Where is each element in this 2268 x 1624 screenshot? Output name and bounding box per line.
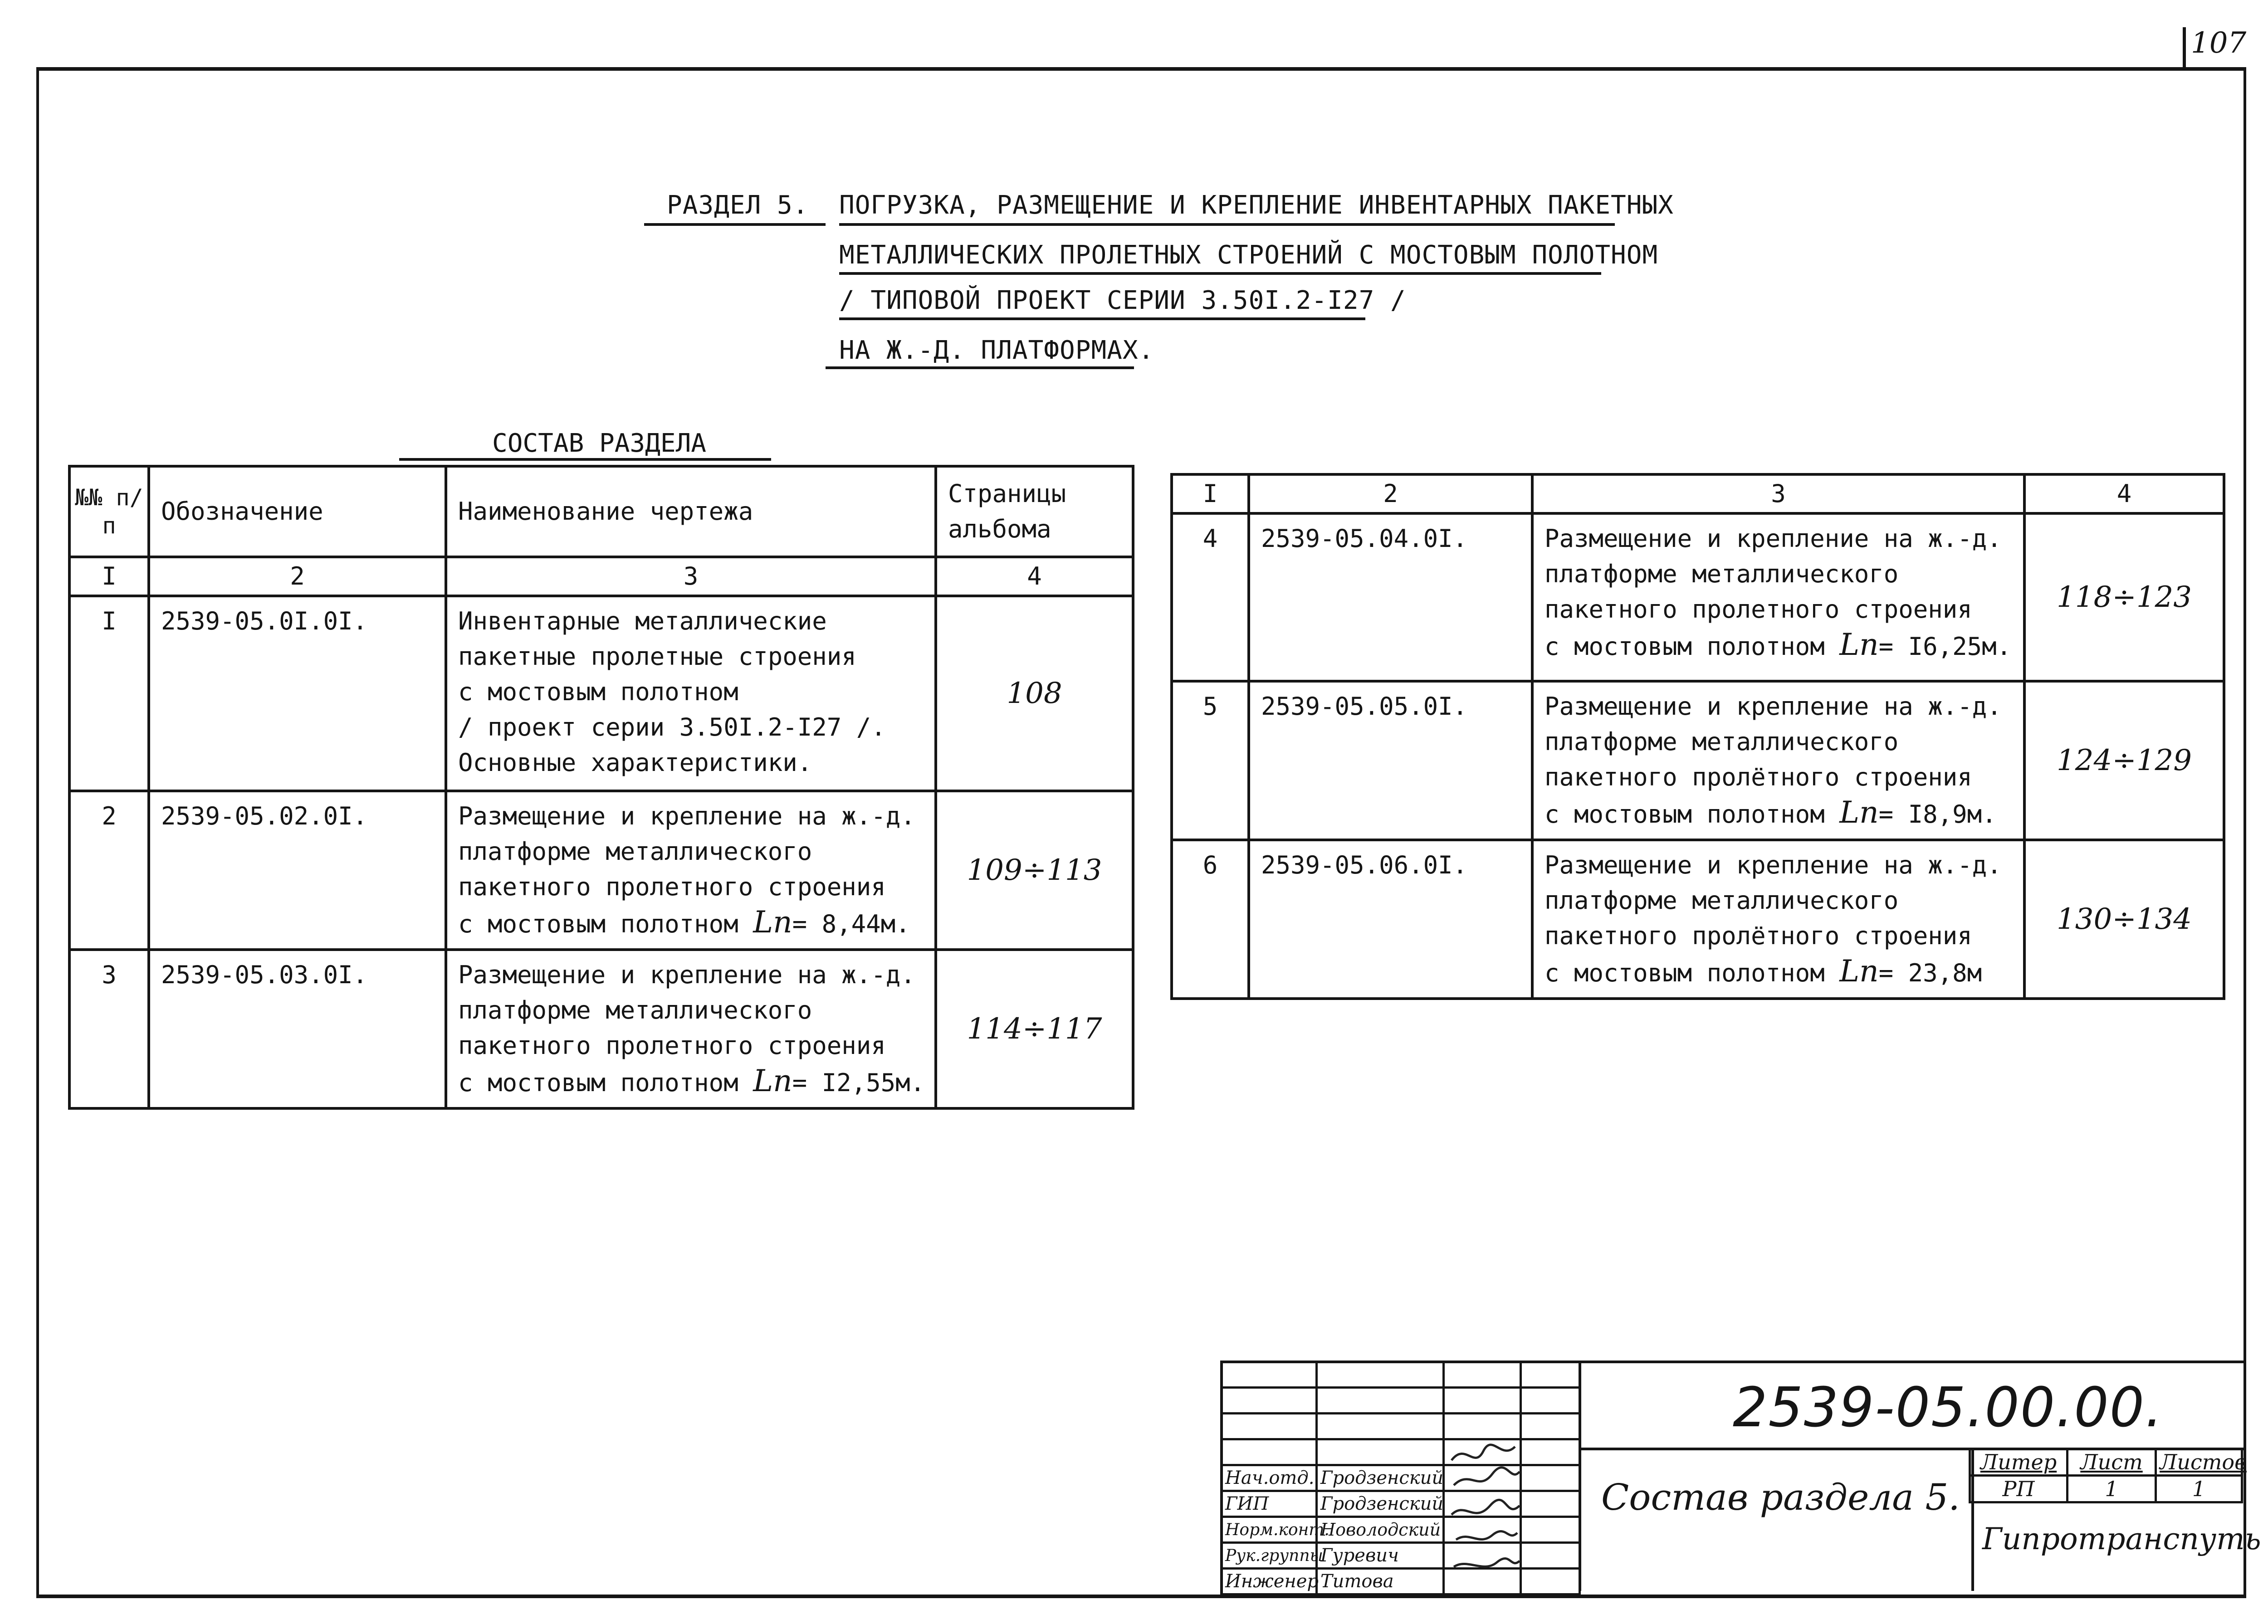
row-number: 3 <box>69 950 149 1108</box>
row-number: 5 <box>1172 681 1249 840</box>
contents-table-right <box>1170 473 2225 1000</box>
name-cell: Гуревич <box>1317 1543 1444 1569</box>
role-cell: Нач.отд. <box>1222 1465 1317 1491</box>
name-line: Размещение и крепление на ж.-д. <box>458 802 915 830</box>
section-label-underline <box>644 223 826 226</box>
index-cell: 2 <box>149 557 446 596</box>
name-line-with-length: с мостовым полотном Lп= I2,55м. <box>458 1063 925 1098</box>
table-header-row <box>69 466 1133 557</box>
table-row <box>69 791 1133 950</box>
row-pages: 118÷123 <box>2024 513 2224 681</box>
name-line: пакетного пролетного строения <box>1545 595 1972 624</box>
row-code: 2539-05.0I.0I. <box>149 596 446 791</box>
table-index-row <box>69 557 1133 596</box>
row-name <box>1532 840 2024 999</box>
document-code: 2539-05.00.00. <box>1733 1376 2164 1439</box>
header-drawing-name: Наименование чертежа <box>446 466 936 557</box>
row-pages: 124÷129 <box>2024 681 2224 840</box>
document-title-cell <box>1579 1448 1974 1591</box>
table-index-row <box>1172 474 2224 513</box>
sheet-value: 1 <box>2068 1476 2156 1502</box>
signatures-graphic <box>1447 1442 1524 1587</box>
table-row <box>1172 681 2224 840</box>
row-code: 2539-05.03.0I. <box>149 950 446 1108</box>
index-cell: 4 <box>2024 474 2224 513</box>
table-row <box>1172 840 2224 999</box>
name-line: пакетного пролетного строения <box>458 873 886 901</box>
section-title-underline-4 <box>826 366 1134 369</box>
length-value: = 8,44м. <box>792 910 910 938</box>
role-cell: ГИП <box>1222 1491 1317 1517</box>
index-cell: I <box>69 557 149 596</box>
name-line: платформе металлического <box>458 996 812 1024</box>
length-symbol: Lп <box>1839 795 1879 830</box>
header-album-pages: Страницы альбома <box>936 466 1133 557</box>
row-name <box>1532 681 2024 840</box>
name-line: пакетного пролетного строения <box>458 1031 886 1060</box>
name-line: пакетного пролётного строения <box>1545 922 1972 950</box>
index-cell: 2 <box>1249 474 1532 513</box>
section-title-line-4: НА Ж.-Д. ПЛАТФОРМАХ. <box>839 336 1154 365</box>
name-line: Основные характеристики. <box>458 748 812 777</box>
name-line: платформе металлического <box>1545 886 1899 915</box>
name-line-with-length: с мостовым полотном Lп= 8,44м. <box>458 905 910 940</box>
row-pages: 109÷113 <box>936 791 1133 950</box>
letter-value: РП <box>1970 1476 2068 1502</box>
date-cell <box>1521 1517 1580 1543</box>
blank-row <box>1222 1362 1580 1388</box>
name-line-with-length: с мостовым полотном Lп= I8,9м. <box>1545 795 1997 830</box>
index-cell: 3 <box>1532 474 2024 513</box>
date-cell <box>1521 1465 1580 1491</box>
row-name <box>446 950 936 1108</box>
name-cell: Гродзенский <box>1317 1465 1444 1491</box>
length-symbol: Lп <box>753 1063 792 1098</box>
index-cell: 4 <box>936 557 1133 596</box>
index-cell: 3 <box>446 557 936 596</box>
name-line-with-length: с мостовым полотном Lп= I6,25м. <box>1545 627 2012 662</box>
date-cell <box>1521 1491 1580 1517</box>
row-number: I <box>69 596 149 791</box>
section-title-underline-1 <box>839 223 1615 226</box>
name-line: с мостовым полотном <box>458 678 738 706</box>
name-cell: Новолодский <box>1317 1517 1444 1543</box>
role-cell: Норм.конт. <box>1222 1517 1317 1543</box>
section-title-line-1: ПОГРУЗКА, РАЗМЕЩЕНИЕ И КРЕПЛЕНИЕ ИНВЕНТАРНЫХ ПАКЕТНЫХ <box>839 190 1674 220</box>
row-number: 2 <box>69 791 149 950</box>
signature-row <box>1222 1569 1580 1595</box>
name-line: платформе металлического <box>1545 727 1899 756</box>
date-cell <box>1521 1543 1580 1569</box>
signature-row <box>1222 1543 1580 1569</box>
table-row <box>1172 513 2224 681</box>
name-line: Размещение и крепление на ж.-д. <box>1545 692 2002 721</box>
row-pages: 108 <box>936 596 1133 791</box>
header-number: №№ п/п <box>69 466 149 557</box>
title-block-roles-grid <box>1220 1361 1581 1595</box>
header-designation: Обозначение <box>149 466 446 557</box>
row-code: 2539-05.05.0I. <box>1249 681 1532 840</box>
signature-row <box>1222 1465 1580 1491</box>
row-code: 2539-05.02.0I. <box>149 791 446 950</box>
name-line: платформе металлического <box>458 837 812 866</box>
section-label: РАЗДЕЛ 5. <box>667 190 809 220</box>
name-line: Размещение и крепление на ж.-д. <box>458 961 915 989</box>
section-contents-subtitle: СОСТАВ РАЗДЕЛА <box>492 429 707 458</box>
row-name <box>1532 513 2024 681</box>
page-number-divider <box>2183 27 2186 68</box>
page-number: 107 <box>2191 26 2247 60</box>
row-name <box>446 791 936 950</box>
length-symbol: Lп <box>1839 627 1879 662</box>
date-cell <box>1521 1569 1580 1595</box>
section-title-line-3: / ТИПОВОЙ ПРОЕКТ СЕРИИ 3.50I.2-I27 / <box>839 286 1406 315</box>
contents-table-left <box>68 465 1134 1110</box>
name-line: пакетного пролётного строения <box>1545 763 1972 791</box>
name-line: Инвентарные металлические <box>458 607 827 635</box>
row-code: 2539-05.06.0I. <box>1249 840 1532 999</box>
length-value: = I6,25м. <box>1878 632 2012 661</box>
name-line-with-length: с мостовым полотном Lп= 23,8м <box>1545 954 1982 989</box>
name-cell: Гродзенский <box>1317 1491 1444 1517</box>
name-line: платформе металлического <box>1545 560 1899 588</box>
section-title-line-2: МЕТАЛЛИЧЕСКИХ ПРОЛЕТНЫХ СТРОЕНИЙ С МОСТОВЫМ ПОЛОТНОМ <box>839 240 1658 270</box>
document-title: Состав раздела 5. <box>1601 1476 1960 1518</box>
row-number: 4 <box>1172 513 1249 681</box>
sheet-info-header-row <box>1970 1449 2242 1476</box>
section-contents-underline <box>399 458 771 461</box>
row-code: 2539-05.04.0I. <box>1249 513 1532 681</box>
sheet-header: Лист <box>2068 1449 2156 1476</box>
length-value: = 23,8м <box>1878 959 1982 987</box>
name-line: Размещение и крепление на ж.-д. <box>1545 524 2002 553</box>
sheet-info-table <box>1969 1448 2247 1503</box>
index-cell: I <box>1172 474 1249 513</box>
blank-row <box>1222 1414 1580 1439</box>
table-row <box>69 596 1133 791</box>
signature-row <box>1222 1517 1580 1543</box>
blank-row <box>1222 1388 1580 1414</box>
section-title-underline-2 <box>839 272 1601 275</box>
name-line: / проект серии 3.50I.2-I27 /. <box>458 713 886 741</box>
name-cell: Титова <box>1317 1569 1444 1595</box>
sheet-info-value-row <box>1970 1476 2242 1502</box>
name-line: Размещение и крепление на ж.-д. <box>1545 851 2002 879</box>
organization-name: Гипротранспуть <box>1982 1522 2261 1556</box>
length-value: = I8,9м. <box>1878 800 1997 829</box>
length-value: = I2,55м. <box>792 1068 925 1097</box>
row-number: 6 <box>1172 840 1249 999</box>
signature-row <box>1222 1491 1580 1517</box>
role-cell: Инженер <box>1222 1569 1317 1595</box>
letter-header: Литер <box>1970 1449 2068 1476</box>
name-line: пакетные пролетные строения <box>458 642 856 671</box>
sheets-value: 1 <box>2156 1476 2242 1502</box>
row-pages: 130÷134 <box>2024 840 2224 999</box>
role-cell: Рук.группы <box>1222 1543 1317 1569</box>
blank-row <box>1222 1439 1580 1465</box>
table-row <box>69 950 1133 1108</box>
length-symbol: Lп <box>753 905 792 940</box>
sheets-header: Листов <box>2156 1449 2242 1476</box>
section-title-underline-3 <box>839 317 1365 320</box>
length-symbol: Lп <box>1839 954 1879 989</box>
row-name <box>446 596 936 791</box>
row-pages: 114÷117 <box>936 950 1133 1108</box>
